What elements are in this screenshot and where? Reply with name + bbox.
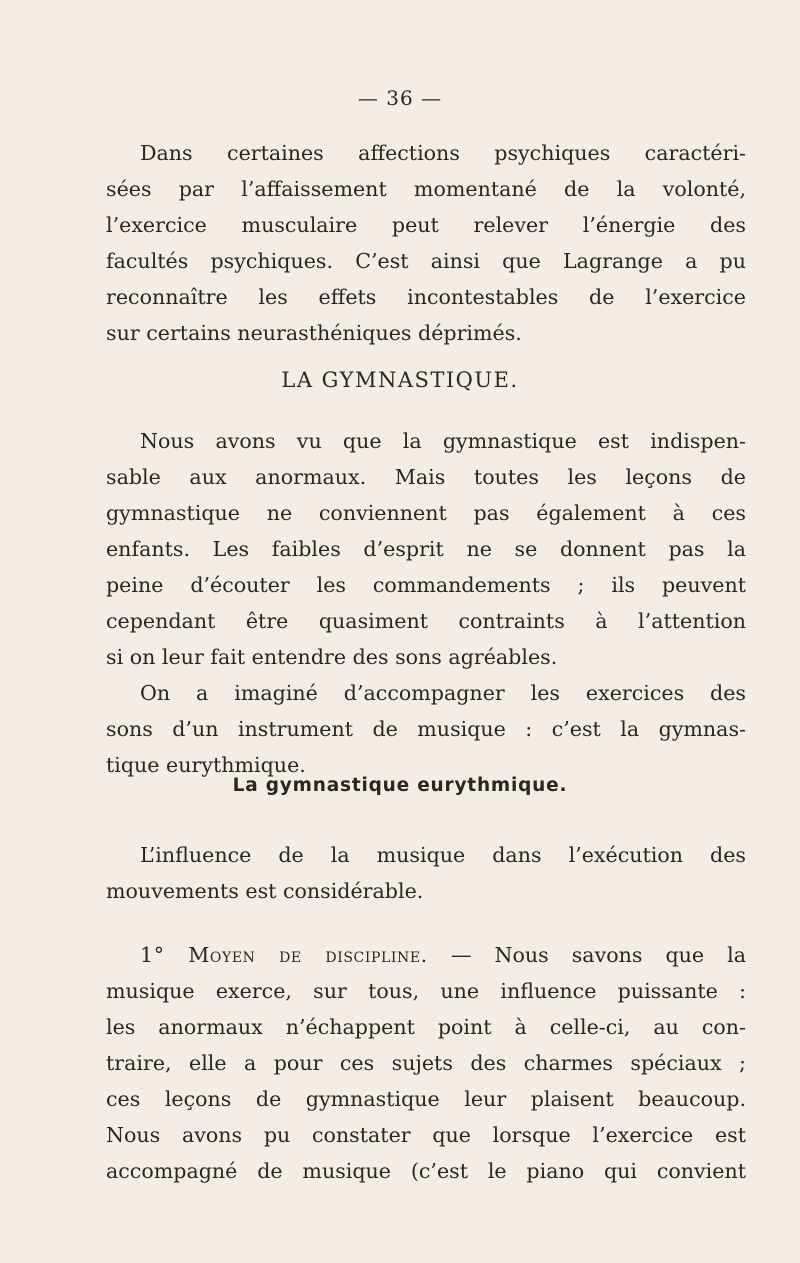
paragraph-intro (106, 135, 746, 351)
text-line: si on leur fait entendre des sons agréables. (106, 645, 558, 669)
subsection-heading: La gymnastique eurythmique. (232, 775, 568, 796)
text-line (106, 937, 746, 973)
point-lead: 1° Moyen de discipline. (140, 943, 428, 967)
text-line: gymnastique ne conviennent pas également à ces (106, 501, 746, 525)
paragraph-influence (106, 837, 746, 909)
text-line: Dans certaines affections psychiques caractéri- (140, 141, 746, 165)
text-line: peine d’écouter les commandements ; ils peuvent (106, 573, 746, 597)
text-line: musique exerce, sur tous, une influence puissante : (106, 979, 746, 1003)
text-line: les anormaux n’échappent point à celle-ci, au con- (106, 1015, 746, 1039)
text-line: sées par l’affaissement momentané de la volonté, (106, 177, 746, 201)
text-line: l’exercice musculaire peut relever l’énergie des (106, 213, 746, 237)
text-line: ces leçons de gymnastique leur plaisent beaucoup. (106, 1087, 746, 1111)
section-heading: LA GYMNASTIQUE. (281, 368, 519, 392)
text-line: On a imaginé d’accompagner les exercices des (140, 681, 746, 705)
text-line: facultés psychiques. C’est ainsi que Lagrange a pu (106, 249, 746, 273)
text-line: Nous avons vu que la gymnastique est indispen- (140, 429, 746, 453)
page-number: — 36 — (357, 86, 443, 110)
text-line: L’influence de la musique dans l’exécution des (140, 843, 746, 867)
text-line: enfants. Les faibles d’esprit ne se donnent pas la (106, 537, 746, 561)
text-line: tique eurythmique. (106, 753, 306, 777)
text-line: reconnaître les effets incontestables de l’exercice (106, 285, 746, 309)
text-line: traire, elle a pour ces sujets des charmes spéciaux ; (106, 1051, 746, 1075)
text-line: sur certains neurasthéniques déprimés. (106, 321, 522, 345)
text-line: mouvements est considérable. (106, 879, 424, 903)
text-line: Nous avons pu constater que lorsque l’exercice est (106, 1123, 746, 1147)
paragraph-eurythmique (106, 675, 746, 783)
text-line: sable aux anormaux. Mais toutes les leçons de (106, 465, 746, 489)
text-line: cependant être quasiment contraints à l’attention (106, 609, 746, 633)
paragraph-gymnastique (106, 423, 746, 675)
text-line: accompagné de musique (c’est le piano qui convient (106, 1159, 746, 1183)
text-line: sons d’un instrument de musique : c’est la gymnas- (106, 717, 746, 741)
paragraph-discipline (106, 937, 746, 1189)
point-text: — Nous savons que la (427, 943, 746, 967)
